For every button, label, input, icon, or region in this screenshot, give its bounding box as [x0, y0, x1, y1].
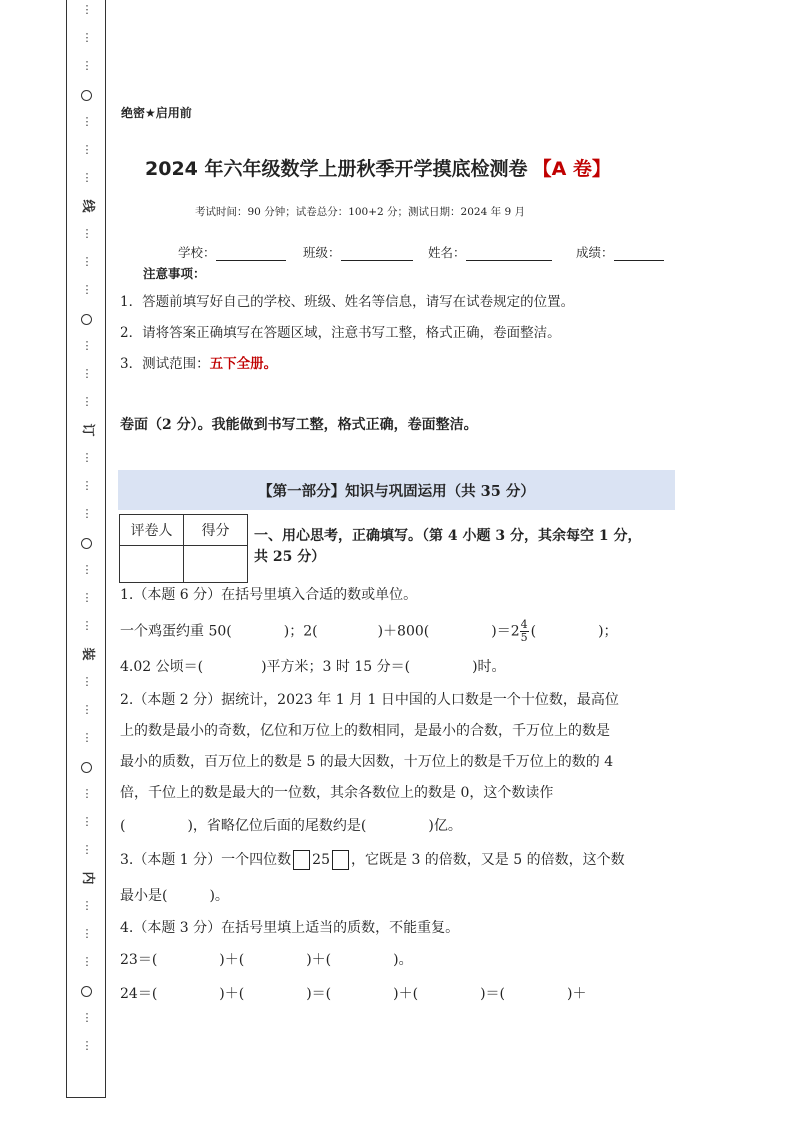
dotted-cut-line: ⋮: [81, 395, 93, 408]
q2-l5c: )亿。: [428, 818, 462, 834]
dotted-cut-line: ⋮: [81, 899, 93, 912]
class-label: 班级：: [303, 245, 341, 260]
q4-r2a: 24＝(: [120, 986, 158, 1002]
grader-header: 评卷人: [120, 515, 184, 546]
digit-box-2[interactable]: [332, 850, 349, 870]
section-title: 【第一部分】知识与巩固运用（共 35 分）: [258, 482, 535, 500]
exam-info: 考试时间：90 分钟；试卷总分：100+2 分；测试日期：2024 年 9 月: [195, 206, 525, 218]
q3-d2: )。: [209, 888, 229, 904]
field-name: [428, 243, 552, 261]
q4-r1d: )。: [393, 952, 413, 968]
q4-stem: 4.（本题 3 分）在括号里填上适当的质数，不能重复。: [120, 920, 460, 936]
note-3-prefix: 3．测试范围：: [120, 356, 210, 372]
binding-hole-circle: [81, 986, 92, 997]
dotted-cut-line: ⋮: [81, 171, 93, 184]
neatness-note: 卷面（2 分）。我能做到书写工整，格式正确，卷面整洁。: [120, 417, 478, 433]
dotted-cut-line: ⋮: [81, 675, 93, 688]
q3-c: ，它既是 3 的倍数，又是 5 的倍数，这个数: [351, 852, 625, 868]
dotted-cut-line: ⋮: [81, 31, 93, 44]
dotted-cut-line: ⋮: [81, 479, 93, 492]
dotted-cut-line: ⋮: [81, 143, 93, 156]
q1-b3: )时。: [472, 659, 506, 675]
q2-line-1: 2.（本题 2 分）据统计，2023 年 1 月 1 日中国的人口数是一个十位数，最高位: [120, 692, 619, 708]
score-label: 成绩：: [576, 245, 614, 260]
q4-row-1: [120, 949, 413, 969]
note-3-range: 五下全册。: [209, 356, 278, 372]
q1-stem: 1.（本题 6 分）在括号里填入合适的数或单位。: [120, 587, 418, 603]
q3-a: 3.（本题 1 分）一个四位数: [120, 852, 292, 868]
binding-hole-circle: [81, 538, 92, 549]
binding-char: 线: [80, 199, 95, 213]
q4-r1c: )＋(: [306, 952, 332, 968]
q4-r2d: )＋(: [393, 986, 419, 1002]
part1-line2: 共 25 分）: [254, 549, 326, 565]
dotted-cut-line: ⋮: [81, 591, 93, 604]
binding-hole-circle: [81, 762, 92, 773]
q1-a2: )；2(: [283, 623, 318, 640]
dotted-cut-line: ⋮: [81, 731, 93, 744]
dotted-cut-line: ⋮: [81, 227, 93, 240]
dotted-cut-line: ⋮: [81, 815, 93, 828]
score-table: [119, 514, 248, 583]
digit-box-1[interactable]: [293, 850, 310, 870]
title-tag: 【A 卷】: [532, 158, 611, 180]
dotted-cut-line: ⋮: [81, 339, 93, 352]
section-header: [118, 470, 675, 510]
note-1: 1．答题前填写好自己的学校、班级、姓名等信息，请写在试卷规定的位置。: [120, 294, 575, 310]
dotted-cut-line: ⋮: [81, 843, 93, 856]
q2-l5a: (: [120, 818, 126, 834]
q2-line-2: 上的数是最小的奇数，亿位和万位上的数相同，是最小的合数，千万位上的数是: [120, 723, 610, 739]
dotted-cut-line: ⋮: [81, 283, 93, 296]
q2-line-4: 倍，千位上的数是最大的一位数，其余各数位上的数是 0，这个数读作: [120, 785, 554, 801]
dotted-cut-line: ⋮: [81, 563, 93, 576]
dotted-cut-line: ⋮: [81, 703, 93, 716]
dotted-cut-line: ⋮: [81, 451, 93, 464]
dotted-cut-line: ⋮: [81, 619, 93, 632]
field-class: [303, 243, 413, 261]
binding-marks: [77, 0, 97, 1097]
secret-label: 绝密★启用前: [121, 106, 192, 120]
grader-cell[interactable]: [120, 546, 184, 583]
frac-num: 4: [520, 618, 528, 631]
q1-a5: (: [530, 623, 537, 640]
binding-hole-circle: [81, 314, 92, 325]
school-label: 学校：: [178, 245, 216, 260]
dotted-cut-line: ⋮: [81, 255, 93, 268]
dotted-cut-line: ⋮: [81, 1039, 93, 1052]
q4-r2b: )＋(: [219, 986, 245, 1002]
q3-d1: 最小是(: [120, 888, 168, 904]
q2-line-5: [120, 815, 462, 835]
q3-line-2: [120, 885, 229, 905]
q1-line-a: [120, 619, 618, 644]
q1-b2: )平方米；3 时 15 分＝(: [261, 659, 411, 675]
q4-r2c: )＝(: [306, 986, 332, 1002]
q2-l5b: )，省略亿位后面的尾数约是(: [187, 818, 367, 834]
q3-line-1: [120, 849, 625, 870]
q1-line-b: [120, 656, 506, 676]
dotted-cut-line: ⋮: [81, 115, 93, 128]
q4-r2e: )＝(: [480, 986, 506, 1002]
dotted-cut-line: ⋮: [81, 367, 93, 380]
q1-a4: )＝2: [491, 623, 520, 640]
q3-b: 25: [312, 852, 330, 868]
score-blank[interactable]: [614, 246, 664, 261]
q4-r1a: 23＝(: [120, 952, 158, 968]
score-header: 得分: [184, 515, 248, 546]
binding-hole-circle: [81, 90, 92, 101]
school-blank[interactable]: [216, 246, 286, 261]
binding-char: 装: [80, 647, 95, 661]
part1-line1: 一、用心思考，正确填写。（第 4 小题 3 分，其余每空 1 分，: [254, 528, 642, 544]
dotted-cut-line: ⋮: [81, 927, 93, 940]
dotted-cut-line: ⋮: [81, 955, 93, 968]
q2-line-3: 最小的质数，百万位上的数是 5 的最大因数，十万位上的数是千万位上的数的 4: [120, 754, 614, 770]
q4-row-2: [120, 983, 587, 1003]
notes-heading: 注意事项：: [143, 266, 206, 281]
note-2: 2．请将答案正确填写在答题区域，注意书写工整，格式正确，卷面整洁。: [120, 325, 561, 341]
score-cell[interactable]: [184, 546, 248, 583]
dotted-cut-line: ⋮: [81, 787, 93, 800]
page-title: [145, 154, 611, 181]
q1-a1: 一个鸡蛋约重 50(: [120, 623, 232, 640]
dotted-cut-line: ⋮: [81, 507, 93, 520]
q1-fraction: [520, 619, 529, 644]
field-score: [576, 243, 664, 261]
dotted-cut-line: ⋮: [81, 59, 93, 72]
name-blank[interactable]: [466, 246, 552, 261]
dotted-cut-line: ⋮: [81, 3, 93, 16]
dotted-cut-line: ⋮: [81, 1011, 93, 1024]
binding-char: 内: [80, 871, 95, 885]
frac-den: 5: [520, 631, 528, 644]
q4-r1b: )＋(: [219, 952, 245, 968]
binding-char: 订: [80, 423, 95, 437]
note-3: [120, 352, 277, 372]
field-school: [178, 243, 286, 261]
q1-a6: )；: [598, 623, 618, 640]
title-main: 2024 年六年级数学上册秋季开学摸底检测卷: [145, 158, 528, 180]
q4-r2f: )＋: [567, 986, 587, 1002]
q1-b1: 4.02 公顷＝(: [120, 659, 204, 675]
q1-a3: )＋800(: [377, 623, 430, 640]
class-blank[interactable]: [341, 246, 413, 261]
name-label: 姓名：: [428, 245, 466, 260]
